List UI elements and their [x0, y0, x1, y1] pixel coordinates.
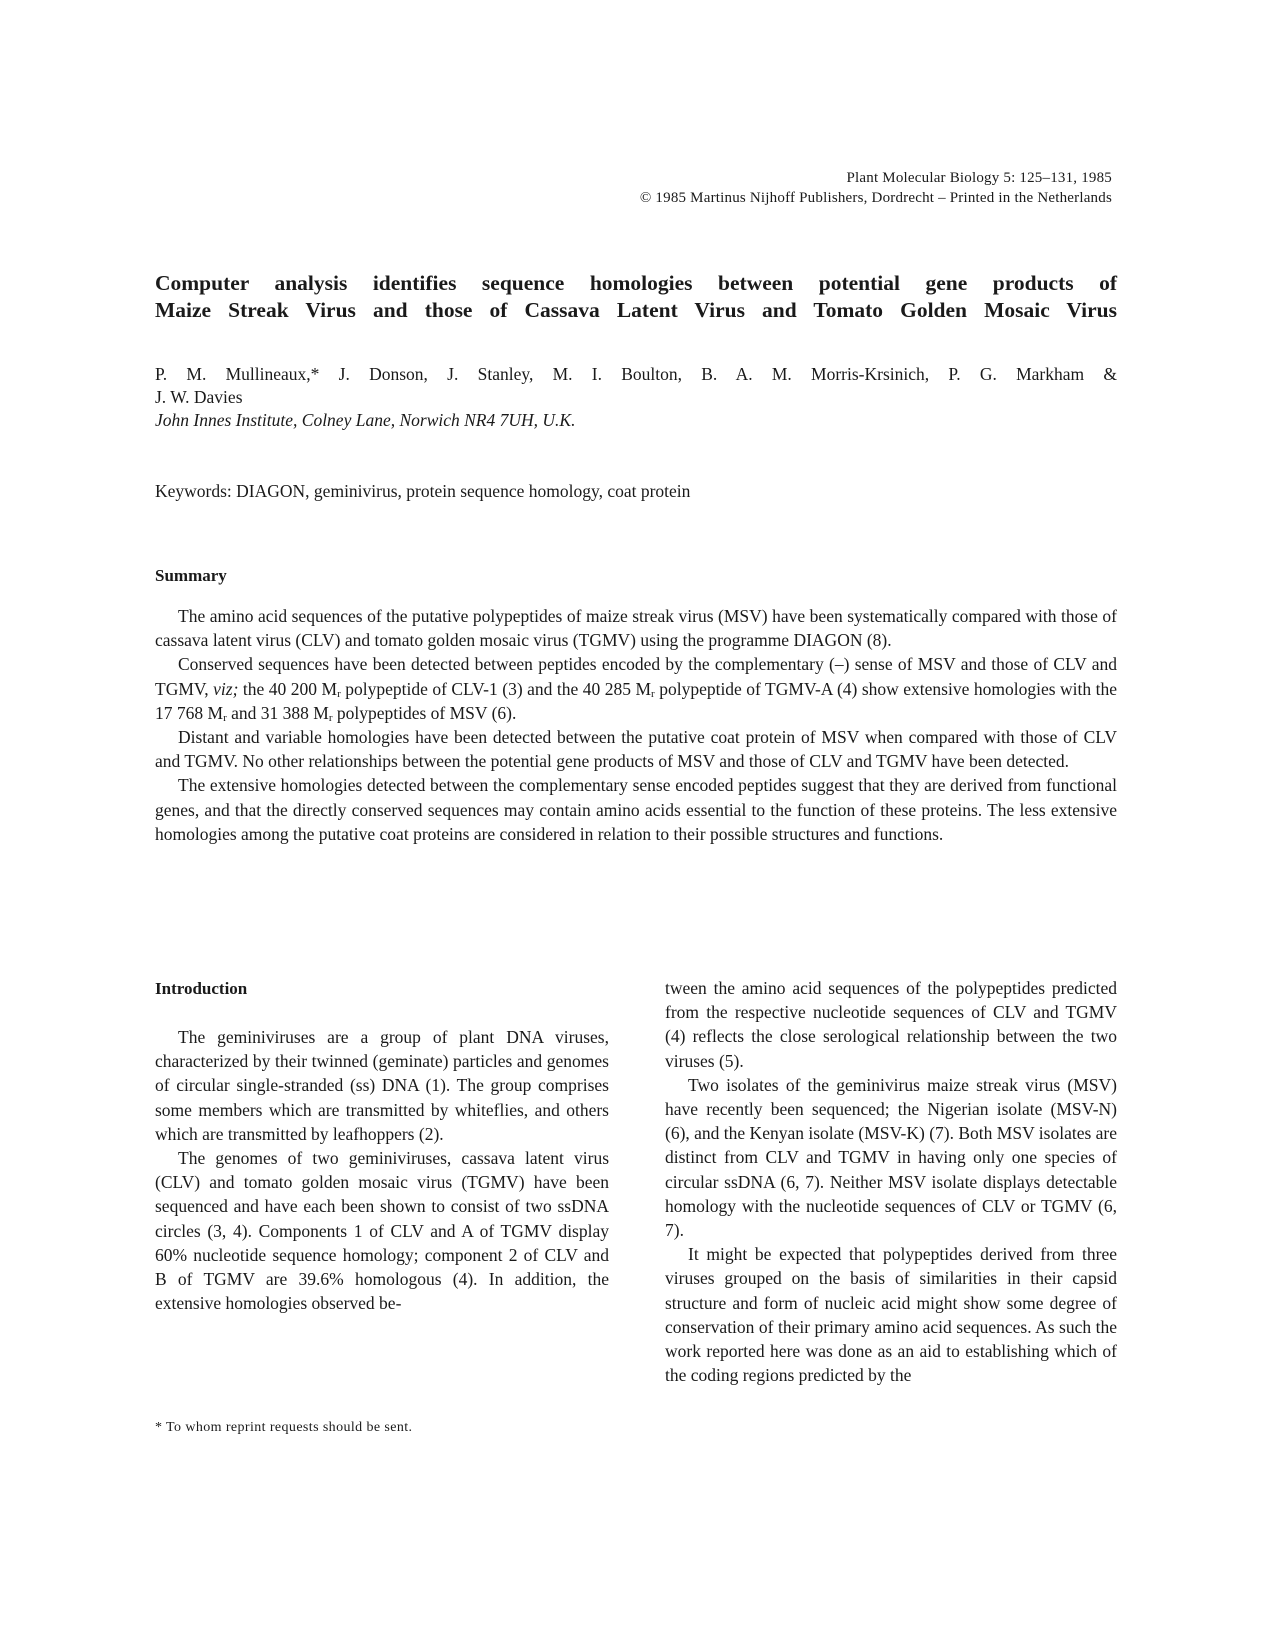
intro-paragraph-3: Two isolates of the geminivirus maize streak virus (MSV) have recently been sequenced; the Nigerian isolate (MSV-N) (6), and the Kenyan isolate (MSV-K) (7). Both MSV isolates are distinct from CLV and TGMV in having only one species of circular ssDNA (6, 7). Neither MSV isolate displays detectable homology with the nucleotide sequences of CLV or TGMV (6, 7).: [665, 1074, 1118, 1241]
paper-title: [155, 270, 1117, 324]
journal-header: [640, 168, 1112, 208]
summary-paragraph-4: The extensive homologies detected between the complementary sense encoded peptides suggest that they are derived from functional genes, and that the directly conserved sequences may contain amino acids essential to the function of these proteins. The less extensive homologies among the putative coat proteins are considered in relation to their possible structures and functions.: [155, 775, 1117, 844]
author-list-line-2: J. W. Davies: [155, 387, 243, 407]
footnote: * To whom reprint requests should be sent.: [155, 1420, 413, 1435]
copyright-notice: © 1985 Martinus Nijhoff Publishers, Dordrecht – Printed in the Netherlands: [639, 190, 1112, 206]
author-block: [155, 363, 1117, 432]
summary-section: [155, 604, 1117, 846]
summary-paragraph-2: Conserved sequences have been detected between peptides encoded by the complementary (–) sense of MSV and those of CLV and TGMV, viz; the 40 200 $M_r$ polypeptide of CLV-1 (3) and the 40 285 $M_r$ polypeptide of TGMV-A (4) show extensive homologies with the 17 768 $M_r$ and 31 388 $M_r$ polypeptides of MSV (6).: [155, 654, 1117, 724]
title-line-2: Maize Streak Virus and those of Cassava Latent Virus and Tomato Golden Mosaic Virus: [155, 298, 1117, 322]
journal-citation: Plant Molecular Biology 5: 125–131, 1985: [846, 170, 1112, 186]
introduction-right-column: [665, 976, 1117, 1387]
intro-paragraph-2-continued: tween the amino acid sequences of the polypeptides predicted from the respective nucleotide sequences of CLV and TGMV (4) reflects the close serological relationship between the two viruses (5).: [665, 978, 1117, 1071]
author-list-line-1: P. M. Mullineaux,* J. Donson, J. Stanley, M. I. Boulton, B. A. M. Morris-Krsinich, P. G. Markham &: [155, 364, 1117, 384]
intro-paragraph-2: The genomes of two geminiviruses, cassava latent virus (CLV) and tomato golden mosaic virus (TGMV) have been sequenced and have each been shown to consist of two ssDNA circles (3, 4). Components 1 of CLV and A of TGMV display 60% nucleotide sequence homology; component 2 of CLV and B of TGMV are 39.6% homologous (4). In addition, the extensive homologies observed be-: [155, 1148, 609, 1314]
summary-heading: Summary: [155, 566, 227, 585]
summary-paragraph-3: Distant and variable homologies have been detected between the putative coat protein of MSV when compared with those of CLV and TGMV. No other relationships between the potential gene products of MSV and those of CLV and TGMV have been detected.: [155, 727, 1117, 772]
introduction-heading: Introduction: [155, 979, 248, 998]
keywords: Keywords: DIAGON, geminivirus, protein sequence homology, coat protein: [155, 481, 691, 501]
introduction-left-column: [155, 1025, 609, 1315]
intro-paragraph-1: The geminiviruses are a group of plant DNA viruses, characterized by their twinned (geminate) particles and genomes of circular single-stranded (ss) DNA (1). The group comprises some members which are transmitted by whiteflies, and others which are transmitted by leafhoppers (2).: [155, 1027, 609, 1144]
summary-paragraph-1: The amino acid sequences of the putative polypeptides of maize streak virus (MSV) have been systematically compared with those of cassava latent virus (CLV) and tomato golden mosaic virus (TGMV) using the programme DIAGON (8).: [155, 606, 1117, 651]
intro-paragraph-4: It might be expected that polypeptides derived from three viruses grouped on the basis of similarities in their capsid structure and form of nucleic acid might show some degree of conservation of their primary amino acid sequences. As such the work reported here was done as an aid to establishing which of the coding regions predicted by the: [665, 1244, 1117, 1386]
affiliation: John Innes Institute, Colney Lane, Norwich NR4 7UH, U.K.: [155, 410, 576, 430]
title-line-1: Computer analysis identifies sequence homologies between potential gene products of: [155, 271, 1117, 295]
